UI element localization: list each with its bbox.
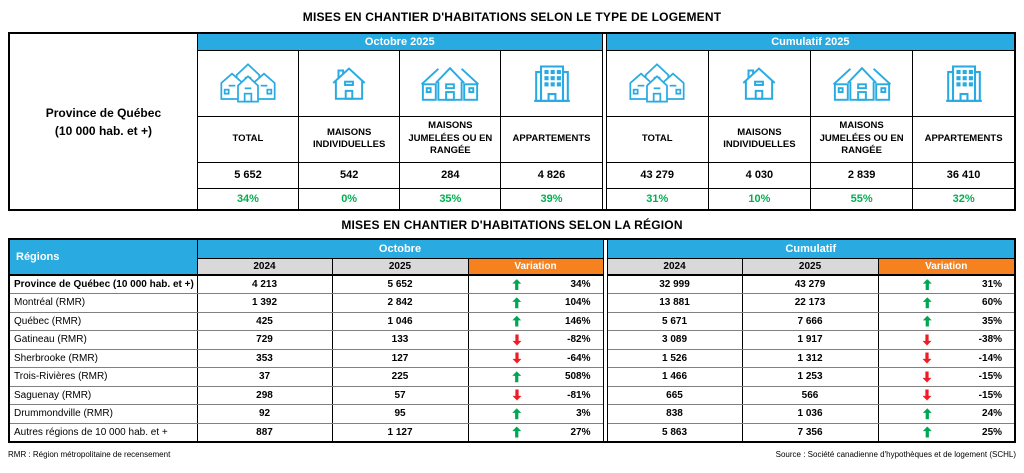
octobre-variation-cell — [468, 423, 603, 442]
rmr-footnote: RMR : Région métropolitaine de recensement — [8, 449, 171, 459]
region-label: Drummondville (RMR) — [9, 405, 197, 424]
column-label: APPARTEMENTS — [501, 116, 602, 162]
octobre-2024-value: 887 — [197, 423, 332, 442]
source-footnote: Source : Société canadienne d'hypothèques et de logement (SCHL) — [775, 449, 1016, 459]
trend-arrow — [923, 427, 932, 438]
total-icon-cell — [197, 50, 298, 116]
variation-percent: 146% — [564, 315, 591, 327]
apartment-icon-cell — [501, 50, 602, 116]
trend-arrow — [512, 371, 521, 382]
variation-percent-cell: 39% — [501, 188, 602, 210]
trend-arrow — [512, 334, 521, 345]
octobre-2024-header: 2024 — [197, 258, 332, 275]
house-icon — [328, 62, 370, 104]
variation-percent: 508% — [564, 371, 591, 383]
octobre-2025-value: 57 — [332, 386, 468, 405]
trend-arrow — [923, 371, 932, 382]
table-row — [9, 275, 1015, 294]
variation-percent-cell: 0% — [299, 188, 400, 210]
octobre-2025-value: 127 — [332, 349, 468, 368]
house-icon — [738, 62, 780, 104]
cumulatif-2024-value: 3 089 — [607, 331, 742, 350]
octobre-2024-value: 4 213 — [197, 275, 332, 294]
trend-arrow — [512, 316, 521, 327]
province-label-cell — [9, 33, 197, 210]
variation-percent: -38% — [978, 334, 1003, 346]
single-house-icon-cell — [299, 50, 400, 116]
cumulatif-2024-value: 838 — [607, 405, 742, 424]
cumulatif-2024-value: 1 466 — [607, 368, 742, 387]
cumulatif-2025-value: 1 917 — [742, 331, 878, 350]
trend-arrow — [512, 353, 521, 364]
octobre-variation-cell — [468, 368, 603, 387]
cumulatif-2025-band: Cumulatif 2025 — [606, 33, 1015, 50]
region-table-title: MISES EN CHANTIER D'HABITATIONS SELON LA RÉGION — [341, 218, 683, 232]
table-row — [9, 331, 1015, 350]
variation-percent-cell: 31% — [606, 188, 708, 210]
apartment-icon-cell — [913, 50, 1015, 116]
cumulatif-2024-value: 665 — [607, 386, 742, 405]
type-table-title: MISES EN CHANTIER D'HABITATIONS SELON LE TYPE DE LOGEMENT — [302, 10, 722, 24]
trend-arrow — [923, 279, 932, 290]
cumulatif-variation-cell — [878, 331, 1015, 350]
apartment-icon — [530, 60, 574, 106]
table-row — [9, 423, 1015, 442]
region-label: Autres régions de 10 000 hab. et + — [9, 423, 197, 442]
octobre-2024-value: 298 — [197, 386, 332, 405]
variation-percent: -14% — [978, 352, 1003, 364]
value-cell: 5 652 — [197, 162, 298, 188]
variation-percent: 3% — [576, 408, 591, 420]
cumulatif-2024-value: 5 671 — [607, 312, 742, 331]
cumulatif-variation-cell — [878, 312, 1015, 331]
value-cell: 2 839 — [811, 162, 913, 188]
province-label-line2: (10 000 hab. et +) — [54, 123, 152, 138]
cumulatif-2024-value: 5 863 — [607, 423, 742, 442]
cumulatif-2025-value: 22 173 — [742, 294, 878, 313]
octobre-variation-cell — [468, 275, 603, 294]
table-row — [9, 405, 1015, 424]
trend-arrow — [923, 390, 932, 401]
column-label: MAISONS INDIVIDUELLES — [708, 116, 810, 162]
column-label: TOTAL — [197, 116, 298, 162]
variation-percent: 60% — [982, 297, 1003, 309]
houses-cluster-icon — [625, 60, 689, 106]
cumulatif-band: Cumulatif — [607, 239, 1015, 258]
region-label: Province de Québec (10 000 hab. et +) — [9, 275, 197, 294]
value-cell: 36 410 — [913, 162, 1015, 188]
column-label: MAISONS INDIVIDUELLES — [299, 116, 400, 162]
table-row — [9, 312, 1015, 331]
octobre-variation-cell — [468, 331, 603, 350]
region-table — [8, 238, 1016, 443]
octobre-2025-value: 225 — [332, 368, 468, 387]
octobre-band: Octobre — [197, 239, 603, 258]
octobre-2024-value: 92 — [197, 405, 332, 424]
value-cell: 4 826 — [501, 162, 602, 188]
variation-percent: 34% — [570, 279, 591, 290]
cumulatif-variation-cell — [878, 294, 1015, 313]
region-label: Sherbrooke (RMR) — [9, 349, 197, 368]
trend-arrow — [923, 297, 932, 308]
trend-arrow — [923, 408, 932, 419]
value-cell: 542 — [299, 162, 400, 188]
region-label: Trois-Rivières (RMR) — [9, 368, 197, 387]
octobre-2025-header: 2025 — [332, 258, 468, 275]
cumulatif-variation-cell — [878, 368, 1015, 387]
province-label-line1: Province de Québec — [45, 105, 162, 120]
octobre-2024-value: 729 — [197, 331, 332, 350]
row-house-icon-cell — [811, 50, 913, 116]
row-house-icon — [419, 62, 481, 104]
cumulatif-variation-cell — [878, 275, 1015, 294]
row-house-icon-cell — [400, 50, 501, 116]
octobre-variation-cell — [468, 349, 603, 368]
trend-arrow — [923, 316, 932, 327]
octobre-variation-cell — [468, 405, 603, 424]
table-row — [9, 294, 1015, 313]
trend-arrow — [923, 334, 932, 345]
value-cell: 284 — [400, 162, 501, 188]
variation-percent: 104% — [564, 297, 591, 309]
region-label: Montréal (RMR) — [9, 294, 197, 313]
cumulatif-variation-cell — [878, 349, 1015, 368]
trend-arrow — [512, 408, 521, 419]
variation-percent-cell: 32% — [913, 188, 1015, 210]
cumulatif-variation-cell — [878, 423, 1015, 442]
octobre-2025-value: 133 — [332, 331, 468, 350]
octobre-2025-value: 1 127 — [332, 423, 468, 442]
variation-percent: -15% — [978, 371, 1003, 383]
variation-percent: 25% — [982, 426, 1003, 438]
trend-arrow — [923, 353, 932, 364]
column-label: MAISONS JUMELÉES OU EN RANGÉE — [811, 116, 913, 162]
cumulatif-2025-value: 7 666 — [742, 312, 878, 331]
value-cell: 4 030 — [708, 162, 810, 188]
trend-arrow — [512, 297, 521, 308]
cumulatif-variation-header: Variation — [878, 258, 1015, 275]
row-house-icon — [831, 62, 893, 104]
octobre-2024-value: 1 392 — [197, 294, 332, 313]
column-label: MAISONS JUMELÉES OU EN RANGÉE — [400, 116, 501, 162]
footnotes — [8, 450, 1016, 459]
cumulatif-2025-value: 566 — [742, 386, 878, 405]
region-label: Québec (RMR) — [9, 312, 197, 331]
column-label: TOTAL — [606, 116, 708, 162]
octobre-2024-value: 425 — [197, 312, 332, 331]
octobre-2025-value: 1 046 — [332, 312, 468, 331]
cumulatif-2025-value: 43 279 — [742, 275, 878, 294]
total-icon-cell — [606, 50, 708, 116]
trend-arrow — [512, 390, 521, 401]
cumulatif-2024-header: 2024 — [607, 258, 742, 275]
region-label: Gatineau (RMR) — [9, 331, 197, 350]
variation-percent-cell: 55% — [811, 188, 913, 210]
housing-type-table — [8, 32, 1016, 211]
single-house-icon-cell — [708, 50, 810, 116]
cumulatif-2024-value: 1 526 — [607, 349, 742, 368]
variation-percent: -82% — [567, 334, 591, 346]
cumulatif-variation-cell — [878, 405, 1015, 424]
octobre-variation-header: Variation — [468, 258, 603, 275]
octobre-2025-value: 95 — [332, 405, 468, 424]
octobre-2025-value: 5 652 — [332, 275, 468, 294]
trend-arrow — [512, 427, 521, 438]
octobre-2025-band: Octobre 2025 — [197, 33, 602, 50]
octobre-2024-value: 37 — [197, 368, 332, 387]
variation-percent: -81% — [567, 389, 591, 401]
variation-percent: 35% — [982, 315, 1003, 327]
cumulatif-2025-value: 1 253 — [742, 368, 878, 387]
trend-arrow — [512, 279, 521, 290]
octobre-2025-value: 2 842 — [332, 294, 468, 313]
cumulatif-2025-value: 1 312 — [742, 349, 878, 368]
region-label: Saguenay (RMR) — [9, 386, 197, 405]
octobre-variation-cell — [468, 386, 603, 405]
table-row — [9, 368, 1015, 387]
octobre-2024-value: 353 — [197, 349, 332, 368]
variation-percent-cell: 10% — [708, 188, 810, 210]
cumulatif-variation-cell — [878, 386, 1015, 405]
cumulatif-2025-value: 1 036 — [742, 405, 878, 424]
houses-cluster-icon — [216, 60, 280, 106]
column-label: APPARTEMENTS — [913, 116, 1015, 162]
variation-percent: -64% — [567, 352, 591, 364]
cumulatif-2025-header: 2025 — [742, 258, 878, 275]
octobre-variation-cell — [468, 294, 603, 313]
variation-percent-cell: 34% — [197, 188, 298, 210]
variation-percent-cell: 35% — [400, 188, 501, 210]
octobre-variation-cell — [468, 312, 603, 331]
cumulatif-2025-value: 7 356 — [742, 423, 878, 442]
cumulatif-2024-value: 32 999 — [607, 275, 742, 294]
value-cell: 43 279 — [606, 162, 708, 188]
table-row — [9, 349, 1015, 368]
variation-percent: 31% — [982, 279, 1003, 290]
apartment-icon — [942, 60, 986, 106]
variation-percent: 24% — [982, 408, 1003, 420]
regions-header: Régions — [9, 239, 197, 275]
table-row — [9, 386, 1015, 405]
variation-percent: 27% — [570, 426, 591, 438]
cumulatif-2024-value: 13 881 — [607, 294, 742, 313]
variation-percent: -15% — [978, 389, 1003, 401]
